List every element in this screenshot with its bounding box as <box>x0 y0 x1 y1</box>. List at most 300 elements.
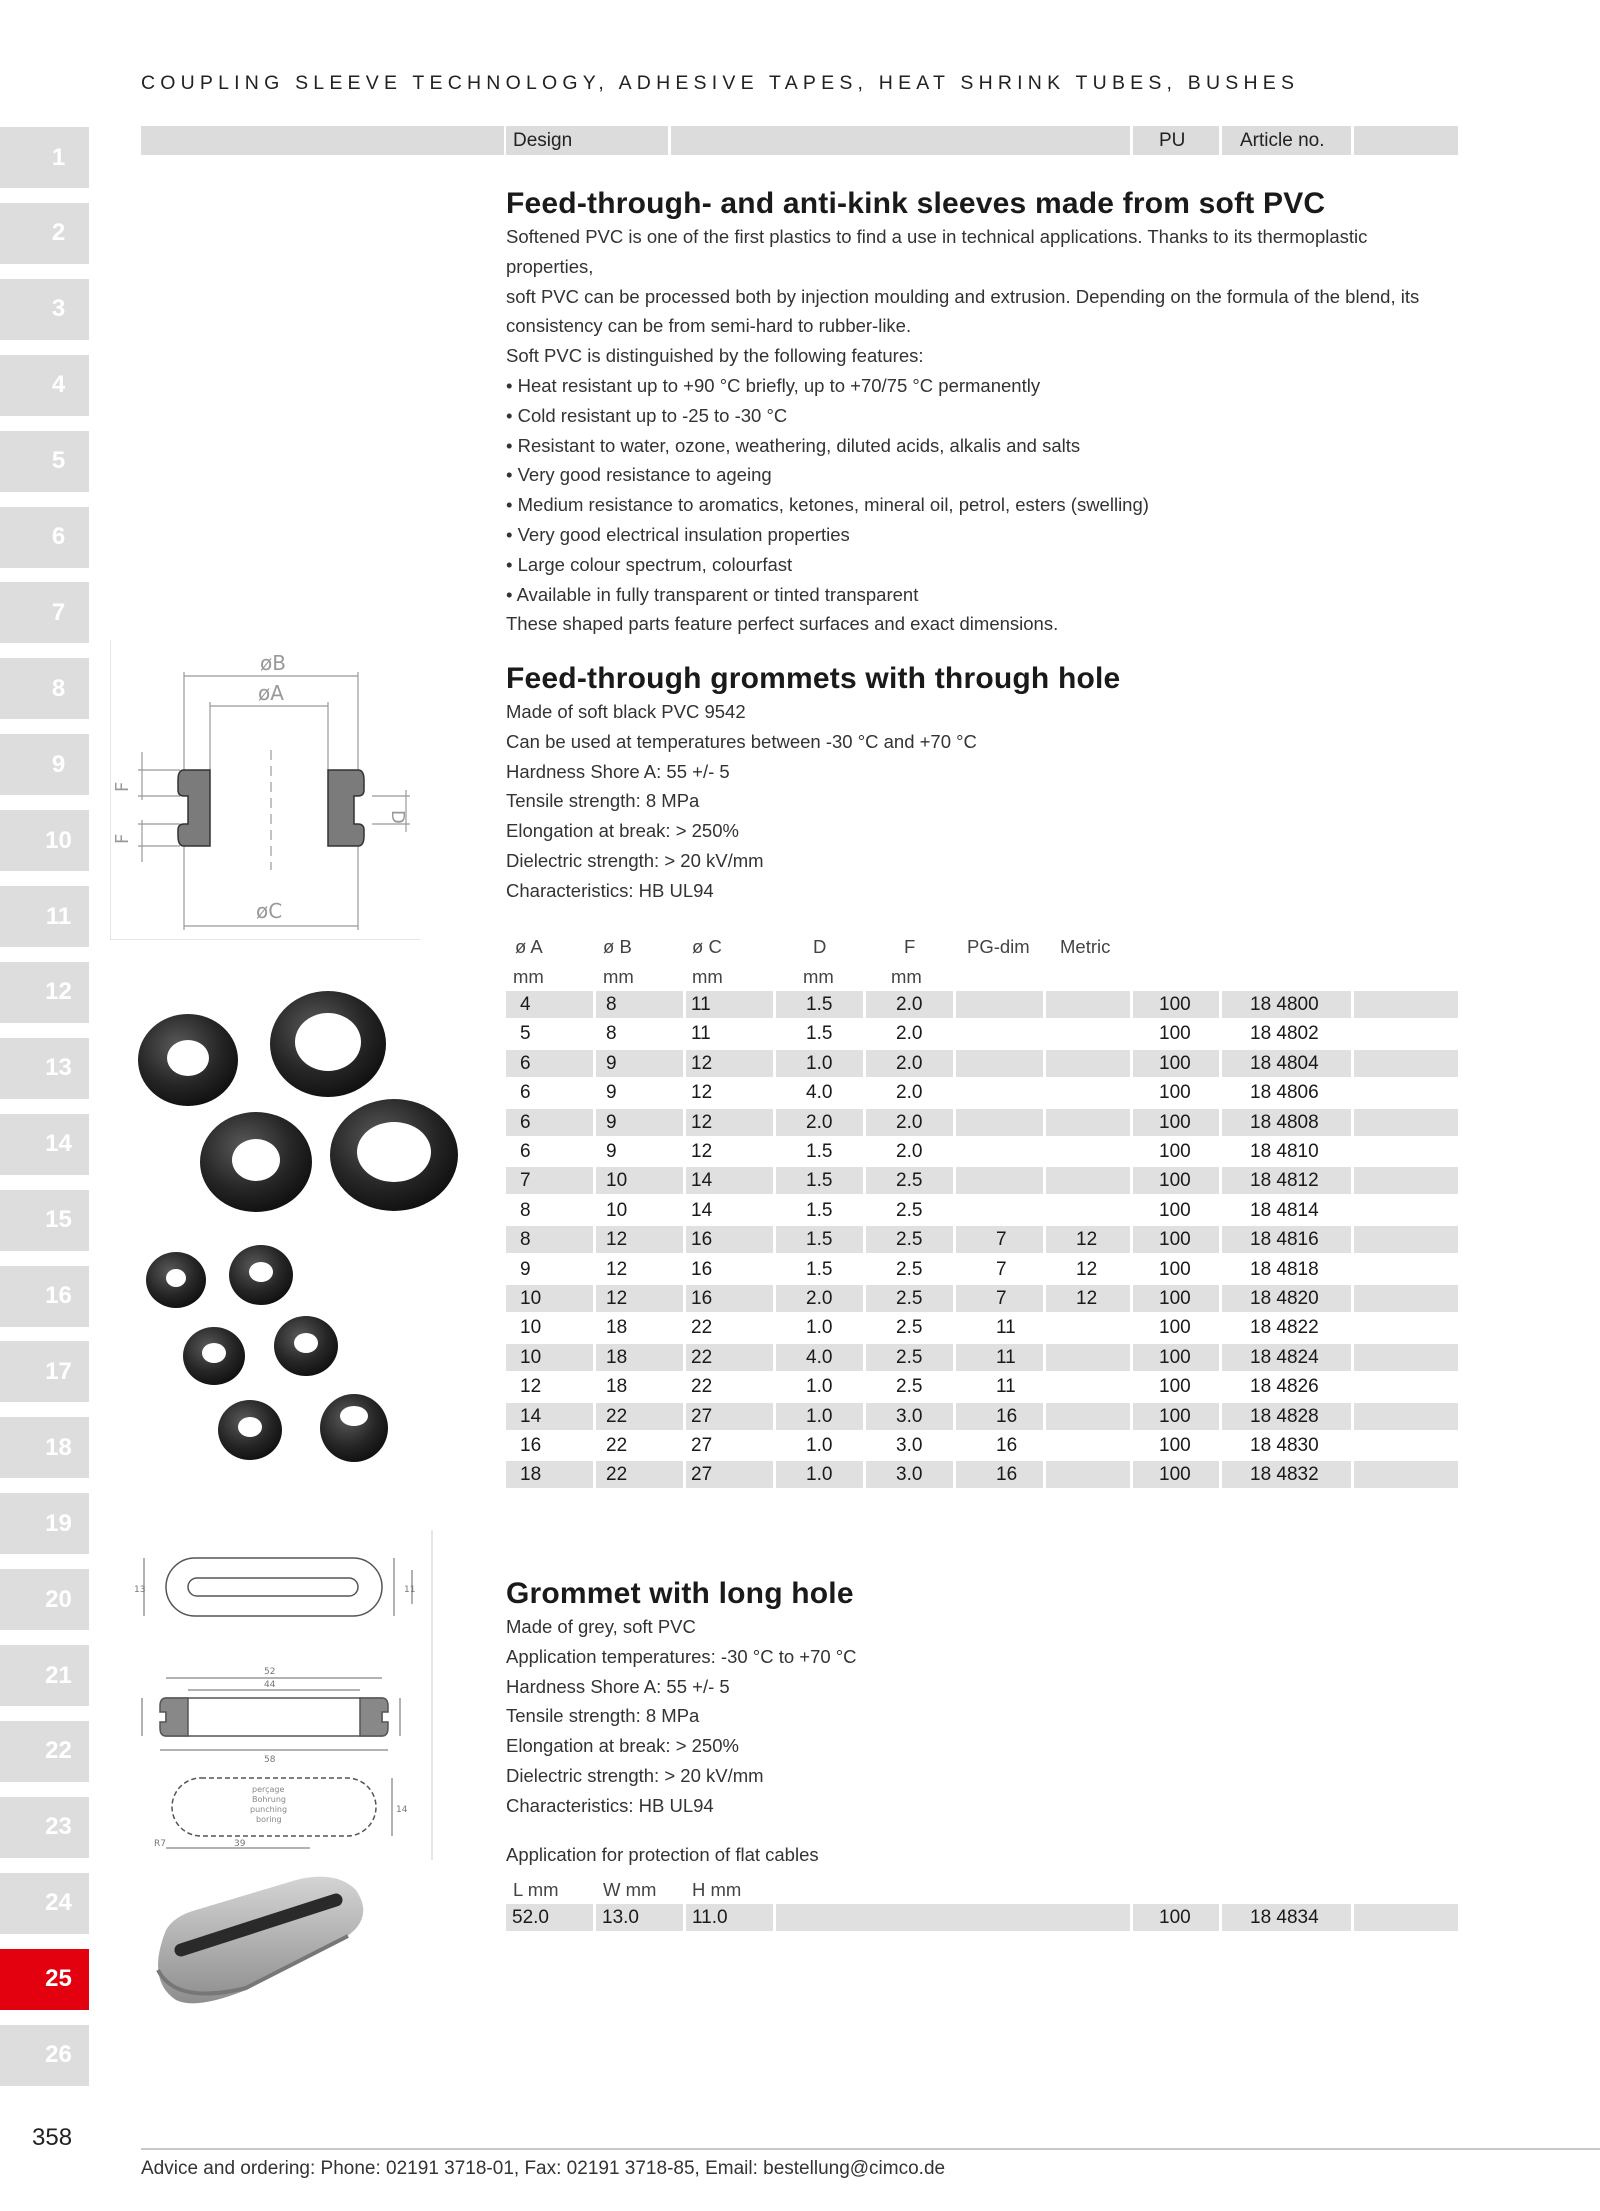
grommet-cell <box>1354 991 1458 1018</box>
text-line: • Very good electrical insulation properties <box>506 523 850 545</box>
grommet-header-2: ø C <box>692 936 722 957</box>
chapter-tab-6[interactable]: 6 <box>0 507 89 568</box>
grommet-cell <box>1354 1050 1458 1077</box>
text-line: Made of grey, soft PVC <box>506 1616 696 1637</box>
chapter-tab-20[interactable]: 20 <box>0 1569 89 1630</box>
chapter-tab-3[interactable]: 3 <box>0 279 89 340</box>
grey-longhole-grommet-photo <box>136 1870 376 2010</box>
text-line: Hardness Shore A: 55 +/- 5 <box>506 760 730 782</box>
grommet-cell: 4.0 <box>806 1082 833 1104</box>
grommet-cell <box>1046 1403 1130 1430</box>
grommet-cell: 22 <box>686 1344 773 1371</box>
grommet-header-6: Metric <box>1060 936 1111 957</box>
grommet-cell <box>1046 1461 1130 1488</box>
grommet-cell: 18 4810 <box>1250 1141 1319 1162</box>
grommet-cell: 6 <box>520 1082 531 1104</box>
grommet-cell: 2.0 <box>776 1109 863 1136</box>
grommet-unit-1: mm <box>603 966 634 987</box>
text-line: Application temperatures: -30 °C to +70 °C <box>506 1645 857 1667</box>
grommet-cell <box>1046 1373 1130 1400</box>
text-line: • Medium resistance to aromatics, ketones, mineral oil, petrol, esters (swelling) <box>506 494 1149 516</box>
grommet-cell: 1.0 <box>776 1403 863 1430</box>
longhole-technical-drawing <box>130 1530 440 1860</box>
grommet-row <box>506 1020 1458 1047</box>
grommet-cell: 18 <box>506 1461 593 1488</box>
text-line: • Heat resistant up to +90 °C briefly, up to +70/75 °C permanently <box>506 374 1041 396</box>
grommets-section <box>506 662 1446 906</box>
longhole-title: Grommet with long hole <box>506 1577 854 1610</box>
longhole-cell: 100 <box>1133 1904 1219 1931</box>
grommet-cell: 3.0 <box>896 1435 923 1456</box>
grommet-cell: 12 <box>596 1226 683 1253</box>
grommet-cell: 11 <box>686 991 773 1018</box>
grommet-row <box>506 1167 1458 1194</box>
grommet-row <box>506 1285 1458 1312</box>
longhole-cell: 13.0 <box>596 1904 683 1931</box>
grommet-cell: 18 4800 <box>1222 991 1351 1018</box>
grommet-header-3: D <box>813 936 827 957</box>
longhole-cell: 52.0 <box>506 1904 593 1931</box>
grommet-cell: 100 <box>1159 1258 1191 1280</box>
text-line: Elongation at break: > 250% <box>506 1735 739 1757</box>
page-number: 358 <box>32 2124 73 2151</box>
grommet-unit-0: mm <box>513 966 544 987</box>
chapter-tab-24[interactable]: 24 <box>0 1873 89 1934</box>
grommet-cell <box>1354 1138 1458 1165</box>
grommet-cell: 2.5 <box>896 1199 923 1221</box>
grommet-cell: 9 <box>596 1050 683 1077</box>
grommet-cell: 2.5 <box>866 1285 953 1312</box>
grommet-cell <box>956 1020 1043 1047</box>
grommet-cell: 14 <box>506 1403 593 1430</box>
grommet-cell: 18 4820 <box>1222 1285 1351 1312</box>
column-header-bar-left <box>141 126 504 155</box>
grommet-cell: 27 <box>686 1461 773 1488</box>
longhole-header-0: L mm <box>513 1879 559 1900</box>
text-line: Tensile strength: 8 MPa <box>506 1705 700 1727</box>
note-boring: boring <box>256 1815 282 1824</box>
text-line: Characteristics: HB UL94 <box>506 1794 714 1816</box>
grommet-cell: 8 <box>596 991 683 1018</box>
grommet-cell <box>1046 1109 1130 1136</box>
label-ob: øB <box>260 651 286 675</box>
label-oc: øC <box>256 899 283 923</box>
grommet-cell: 6 <box>506 1109 593 1136</box>
longhole-text <box>506 1612 1446 1821</box>
text-line: These shaped parts feature perfect surfaces and exact dimensions. <box>506 613 1059 635</box>
grommet-cell <box>1046 991 1130 1018</box>
grommet-cell: 9 <box>596 1109 683 1136</box>
grommet-row <box>506 991 1458 1018</box>
grommet-cell: 100 <box>1159 1435 1191 1456</box>
grommet-cell <box>1046 1344 1130 1371</box>
grommet-cell <box>1354 1344 1458 1371</box>
grommet-unit-4: mm <box>891 966 922 987</box>
grommet-cell: 12 <box>686 1050 773 1077</box>
large-grommet-group <box>138 991 458 1212</box>
grommet-cell: 100 <box>1133 991 1219 1018</box>
grommet-cell: 2.5 <box>866 1167 953 1194</box>
grommet-cell <box>1354 1314 1458 1341</box>
grommet-cell: 11 <box>956 1344 1043 1371</box>
grommet-cell: 7 <box>956 1226 1043 1253</box>
chapter-tab-14[interactable]: 14 <box>0 1114 89 1175</box>
text-line: Made of soft black PVC 9542 <box>506 701 746 722</box>
grommet-cell: 100 <box>1159 1141 1191 1162</box>
grommet-cell: 18 4806 <box>1250 1082 1319 1104</box>
label-f1: F <box>112 781 133 792</box>
grommet-row <box>506 1403 1458 1430</box>
dim-39: 39 <box>234 1839 246 1849</box>
chapter-tab-18[interactable]: 18 <box>0 1417 89 1478</box>
grommet-cell <box>1354 1432 1458 1459</box>
grommet-cell: 14 <box>691 1199 713 1221</box>
chapter-tab-15[interactable]: 15 <box>0 1190 89 1251</box>
label-d: D <box>387 810 408 824</box>
grommet-cell: 16 <box>686 1226 773 1253</box>
longhole-section <box>506 1577 1446 1869</box>
grommet-cell: 1.5 <box>806 1141 833 1162</box>
grommet-header-4: F <box>904 936 916 957</box>
grommet-cell <box>1354 1403 1458 1430</box>
grommet-cell <box>1354 1226 1458 1253</box>
grommet-cell: 1.0 <box>806 1435 833 1456</box>
grommet-cell: 2.0 <box>866 1109 953 1136</box>
grommet-cell <box>1354 1020 1458 1047</box>
chapter-tab-19[interactable]: 19 <box>0 1493 89 1554</box>
grommet-cell: 4.0 <box>776 1344 863 1371</box>
grommet-cell <box>1046 1079 1130 1106</box>
dim-11: 11 <box>404 1585 416 1595</box>
grommet-cell: 100 <box>1133 1461 1219 1488</box>
grommet-cell: 18 4824 <box>1222 1344 1351 1371</box>
grommet-cell: 5 <box>520 1023 531 1045</box>
grommet-cell: 12 <box>691 1082 713 1104</box>
longhole-cell: 11.0 <box>686 1904 773 1931</box>
note-percage: perçage <box>252 1785 285 1794</box>
grommet-cell: 10 <box>520 1317 542 1339</box>
grommet-cell: 6 <box>520 1141 531 1162</box>
grommet-row <box>506 1373 1458 1400</box>
dim-58: 58 <box>264 1755 276 1765</box>
text-line: Tensile strength: 8 MPa <box>506 790 700 812</box>
grommet-cell <box>956 1109 1043 1136</box>
grommet-cell: 22 <box>691 1376 713 1398</box>
chapter-tab-12[interactable]: 12 <box>0 962 89 1023</box>
column-header-blank <box>671 126 1130 155</box>
text-line: soft PVC can be processed both by injection moulding and extrusion. Depending on the formula of the blend, its <box>506 285 1420 307</box>
grommet-cell: 1.0 <box>806 1376 833 1398</box>
longhole-application: Application for protection of flat cables <box>506 1843 819 1865</box>
grommet-cell: 22 <box>606 1435 628 1456</box>
chapter-tab-13[interactable]: 13 <box>0 1038 89 1099</box>
chapter-tab-11[interactable]: 11 <box>0 886 89 947</box>
grommet-cell: 18 4814 <box>1250 1199 1319 1221</box>
grommet-cell: 10 <box>506 1285 593 1312</box>
chapter-tab-1[interactable]: 1 <box>0 127 89 188</box>
grommet-cell: 18 <box>596 1344 683 1371</box>
text-line: • Large colour spectrum, colourfast <box>506 553 793 575</box>
longhole-header-1: W mm <box>603 1879 657 1900</box>
grommet-cell <box>1046 1314 1130 1341</box>
grommet-cell <box>1046 1197 1130 1224</box>
grommet-cell: 12 <box>520 1376 542 1398</box>
grommet-row <box>506 1344 1458 1371</box>
grommet-cell: 12 <box>606 1258 628 1280</box>
grommet-cell <box>1354 1079 1458 1106</box>
grommet-cell: 9 <box>606 1082 617 1104</box>
grommet-cross-section-drawing <box>110 640 420 940</box>
black-grommets-photo <box>136 990 466 1470</box>
text-line: • Available in fully transparent or tinted transparent <box>506 583 919 605</box>
grommet-cell: 11 <box>996 1376 1016 1398</box>
grommet-cell: 6 <box>506 1050 593 1077</box>
grommet-cell: 18 4826 <box>1250 1376 1319 1398</box>
grommet-cell: 100 <box>1159 1376 1191 1398</box>
grommet-cell: 100 <box>1159 1199 1191 1221</box>
grommet-cell <box>1354 1109 1458 1136</box>
chapter-tab-25[interactable]: 25 <box>0 1949 89 2010</box>
grommet-cell: 100 <box>1133 1109 1219 1136</box>
note-punching: punching <box>250 1805 288 1814</box>
grommet-cell: 7 <box>506 1167 593 1194</box>
page-header-title: COUPLING SLEEVE TECHNOLOGY, ADHESIVE TAPES, HEAT SHRINK TUBES, BUSHES <box>141 72 1300 94</box>
text-line: Softened PVC is one of the first plastics to find a use in technical applications. Thanks to its thermoplastic properties, <box>506 226 1368 277</box>
grommet-cell <box>956 1138 1043 1165</box>
grommet-cell: 2.0 <box>866 991 953 1018</box>
column-header-design <box>506 126 668 155</box>
grommet-cell: 12 <box>596 1285 683 1312</box>
grommet-cell: 11 <box>996 1317 1016 1339</box>
grommet-cell: 18 4822 <box>1250 1317 1319 1339</box>
grommet-row <box>506 1461 1458 1488</box>
grommet-cell: 2.5 <box>896 1258 923 1280</box>
grommet-cell: 18 4802 <box>1250 1023 1319 1045</box>
grommet-cell: 22 <box>691 1317 713 1339</box>
grommet-cell <box>1354 1373 1458 1400</box>
grommet-cell: 8 <box>606 1023 617 1045</box>
chapter-tab-10[interactable]: 10 <box>0 810 89 871</box>
grommet-cell <box>1354 1461 1458 1488</box>
grommet-cell: 11 <box>691 1023 711 1045</box>
grommet-row <box>506 1109 1458 1136</box>
intro-section <box>506 187 1446 639</box>
note-bohrung: Bohrung <box>252 1795 286 1804</box>
grommet-row <box>506 1314 1458 1341</box>
chapter-tab-7[interactable]: 7 <box>0 582 89 643</box>
chapter-tab-5[interactable]: 5 <box>0 431 89 492</box>
chapter-tab-17[interactable]: 17 <box>0 1341 89 1402</box>
grommets-text <box>506 697 1446 906</box>
grommet-cell: 18 4808 <box>1222 1109 1351 1136</box>
intro-title: Feed-through- and anti-kink sleeves made from soft PVC <box>506 187 1326 220</box>
pu-label: PU <box>1159 130 1186 151</box>
grommet-unit-3: mm <box>803 966 834 987</box>
grommet-cell: 16 <box>996 1435 1018 1456</box>
grommet-cell: 2.0 <box>776 1285 863 1312</box>
label-oa: øA <box>258 681 284 705</box>
text-line: Can be used at temperatures between -30 °C and +70 °C <box>506 730 977 752</box>
column-header-article <box>1222 126 1351 155</box>
grommet-cell: 7 <box>956 1285 1043 1312</box>
grommet-cell: 10 <box>596 1167 683 1194</box>
footer-divider <box>141 2148 1600 2150</box>
grommet-cell: 100 <box>1159 1082 1191 1104</box>
intro-text <box>506 222 1446 639</box>
grommet-cell <box>1046 1167 1130 1194</box>
grommet-cell: 1.0 <box>806 1317 833 1339</box>
grommet-row <box>506 1432 1458 1459</box>
chapter-tab-16[interactable]: 16 <box>0 1266 89 1327</box>
grommet-cell: 12 <box>691 1141 713 1162</box>
longhole-header-2: H mm <box>692 1879 742 1900</box>
grommet-cell: 16 <box>956 1403 1043 1430</box>
grommets-title: Feed-through grommets with through hole <box>506 662 1121 695</box>
grommet-cell: 16 <box>520 1435 542 1456</box>
text-line: • Very good resistance to ageing <box>506 464 772 486</box>
dim-14: 14 <box>396 1805 408 1815</box>
longhole-cell <box>776 1904 1130 1931</box>
grommet-row <box>506 1050 1458 1077</box>
dim-r7: R7 <box>154 1839 166 1849</box>
grommet-cell: 1.0 <box>776 1461 863 1488</box>
grommet-header-1: ø B <box>603 936 632 957</box>
grommet-cell: 16 <box>691 1258 713 1280</box>
grommet-cell: 100 <box>1133 1167 1219 1194</box>
dim-44: 44 <box>264 1680 276 1690</box>
grommet-cell: 12 <box>1076 1258 1098 1280</box>
grommet-cell: 100 <box>1133 1403 1219 1430</box>
grommet-cell: 2.0 <box>896 1082 923 1104</box>
grommet-cell: 22 <box>596 1461 683 1488</box>
grommet-cell: 22 <box>596 1403 683 1430</box>
dim-52: 52 <box>264 1667 276 1677</box>
grommet-row <box>506 1256 1458 1283</box>
grommet-cell: 12 <box>1046 1226 1130 1253</box>
grommet-cell: 2.0 <box>896 1023 923 1045</box>
text-line: • Cold resistant up to -25 to -30 °C <box>506 404 788 426</box>
grommet-cell: 18 4830 <box>1250 1435 1319 1456</box>
grommet-cell: 3.0 <box>866 1461 953 1488</box>
article-label: Article no. <box>1240 130 1325 151</box>
grommet-cell <box>1046 1432 1130 1459</box>
grommet-row <box>506 1197 1458 1224</box>
grommet-cell: 27 <box>686 1403 773 1430</box>
footer-contact: Advice and ordering: Phone: 02191 3718-01, Fax: 02191 3718-85, Email: bestellung@cimco.de <box>141 2158 946 2179</box>
longhole-cell: 18 4834 <box>1222 1904 1351 1931</box>
text-line: • Resistant to water, ozone, weathering, diluted acids, alkalis and salts <box>506 434 1081 456</box>
longhole-table-row <box>506 1904 1458 1931</box>
grommet-cell: 18 4832 <box>1222 1461 1351 1488</box>
grommet-row <box>506 1079 1458 1106</box>
text-line: Dielectric strength: > 20 kV/mm <box>506 1764 764 1786</box>
text-line: Characteristics: HB UL94 <box>506 879 714 901</box>
grommet-cell: 100 <box>1133 1050 1219 1077</box>
grommet-cell: 10 <box>506 1344 593 1371</box>
grommet-cell: 100 <box>1133 1344 1219 1371</box>
grommet-cell: 2.5 <box>866 1344 953 1371</box>
grommet-cell: 9 <box>606 1141 617 1162</box>
label-f2: F <box>112 833 133 844</box>
grommet-cell: 1.5 <box>806 1023 833 1045</box>
grommet-cell: 18 4816 <box>1222 1226 1351 1253</box>
grommet-cell: 10 <box>606 1199 628 1221</box>
grommet-cell: 16 <box>956 1461 1043 1488</box>
text-line: Soft PVC is distinguished by the following features: <box>506 345 924 367</box>
chapter-tab-2[interactable]: 2 <box>0 203 89 264</box>
column-header-end <box>1354 126 1458 155</box>
text-line: Dielectric strength: > 20 kV/mm <box>506 849 764 871</box>
grommet-cell: 12 <box>686 1109 773 1136</box>
design-label: Design <box>513 130 573 151</box>
grommet-cell: 18 <box>606 1317 628 1339</box>
grommet-unit-2: mm <box>692 966 723 987</box>
grommet-cell: 2.5 <box>866 1226 953 1253</box>
grommet-cell: 100 <box>1159 1023 1191 1045</box>
grommet-cell: 9 <box>520 1258 531 1280</box>
grommet-cell <box>956 1197 1043 1224</box>
text-line: consistency can be from semi-hard to rubber-like. <box>506 315 912 337</box>
dim-13: 13 <box>134 1585 146 1595</box>
grommet-cell <box>1046 1138 1130 1165</box>
grommet-cell: 8 <box>506 1226 593 1253</box>
longhole-cell <box>1354 1904 1458 1931</box>
grommet-cell: 18 4818 <box>1250 1258 1319 1280</box>
grommet-cell: 3.0 <box>866 1403 953 1430</box>
small-grommet-group <box>146 1245 388 1462</box>
text-line: Hardness Shore A: 55 +/- 5 <box>506 1675 730 1697</box>
grommet-cell: 2.0 <box>866 1050 953 1077</box>
grommet-row <box>506 1226 1458 1253</box>
grommet-cell <box>1046 1020 1130 1047</box>
grommet-cell <box>1354 1285 1458 1312</box>
chapter-tab-9[interactable]: 9 <box>0 734 89 795</box>
grommet-header-0: ø A <box>515 936 543 957</box>
grommet-cell: 1.5 <box>776 1226 863 1253</box>
text-line: Elongation at break: > 250% <box>506 820 739 842</box>
grommet-cell: 27 <box>691 1435 713 1456</box>
grommet-cell: 1.5 <box>776 991 863 1018</box>
chapter-tab-22[interactable]: 22 <box>0 1721 89 1782</box>
grommet-cell: 1.5 <box>806 1258 833 1280</box>
grommet-cell <box>956 1050 1043 1077</box>
grommet-cell <box>956 1079 1043 1106</box>
grommet-cell: 16 <box>686 1285 773 1312</box>
chapter-tab-21[interactable]: 21 <box>0 1645 89 1706</box>
chapter-tab-4[interactable]: 4 <box>0 355 89 416</box>
grommet-cell: 100 <box>1133 1285 1219 1312</box>
grommet-cell: 1.0 <box>776 1050 863 1077</box>
grommet-row <box>506 1138 1458 1165</box>
chapter-tab-23[interactable]: 23 <box>0 1797 89 1858</box>
grommet-cell: 100 <box>1159 1317 1191 1339</box>
grommet-cell: 100 <box>1133 1226 1219 1253</box>
grommet-cell: 7 <box>996 1258 1007 1280</box>
grommet-cell: 18 4828 <box>1222 1403 1351 1430</box>
grommet-cell <box>1354 1197 1458 1224</box>
grommet-cell: 1.5 <box>806 1199 833 1221</box>
grommet-cell: 12 <box>1046 1285 1130 1312</box>
chapter-tab-26[interactable]: 26 <box>0 2025 89 2086</box>
grommet-cell: 18 4804 <box>1222 1050 1351 1077</box>
grommet-cell: 4 <box>506 991 593 1018</box>
grommet-cell: 14 <box>686 1167 773 1194</box>
grommet-cell: 18 4812 <box>1222 1167 1351 1194</box>
grommet-cell: 1.5 <box>776 1167 863 1194</box>
chapter-tab-8[interactable]: 8 <box>0 658 89 719</box>
grommet-cell <box>956 991 1043 1018</box>
grommet-header-5: PG-dim <box>967 936 1030 957</box>
